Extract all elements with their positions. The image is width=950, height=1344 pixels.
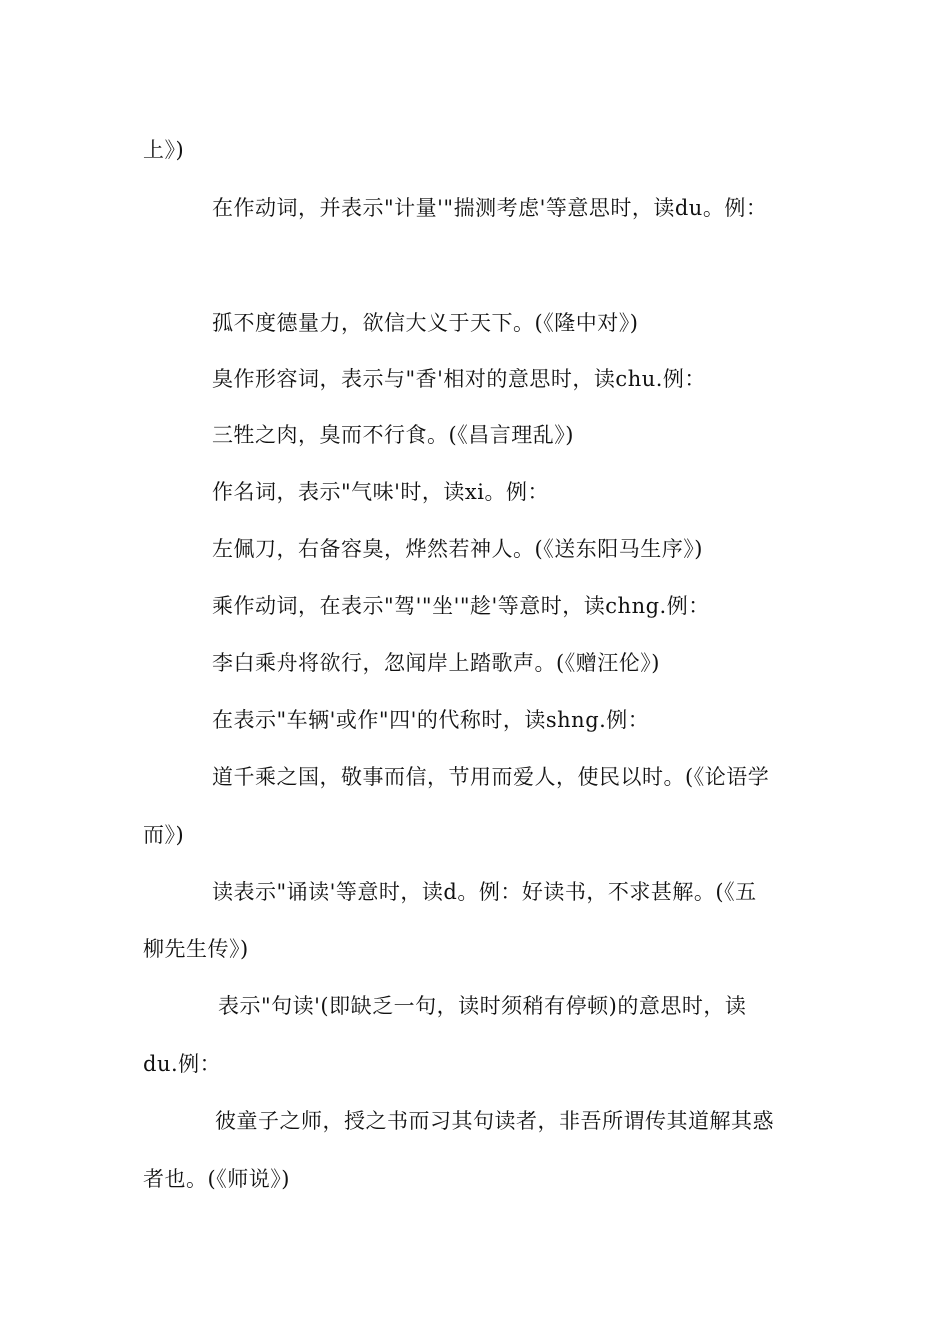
- text-line: 读表示"诵读'等意时，读d。例：好读书，不求甚解。(《五: [212, 880, 757, 904]
- text-line: 三牲之肉，臭而不行食。(《昌言理乱》): [212, 423, 574, 447]
- text-line: 表示"句读'(即缺乏一句，读时须稍有停顿)的意思时，读: [218, 994, 747, 1018]
- text-line: 彼童子之师，授之书而习其句读者，非吾所谓传其道解其惑: [215, 1109, 774, 1133]
- text-line: 柳先生传》): [143, 937, 249, 961]
- text-line: 作名词，表示"气味'时，读xi。例：: [212, 480, 549, 504]
- text-line: 道千乘之国，敬事而信，节用而爱人，使民以时。(《论语学: [212, 765, 770, 789]
- text-line: 者也。(《师说》): [143, 1167, 290, 1191]
- text-line: 孤不度德量力，欲信大义于天下。(《隆中对》): [212, 311, 639, 335]
- text-line: 而》): [143, 823, 185, 847]
- text-line: 左佩刀，右备容臭，烨然若神人。(《送东阳马生序》): [212, 537, 703, 561]
- text-line: 在作动词，并表示"计量'"揣测考虑'等意思时，读du。例：: [212, 196, 768, 220]
- text-line: du.例：: [143, 1052, 222, 1076]
- text-line: 乘作动词，在表示"驾'"坐'"趁'等意时，读chng.例：: [212, 594, 710, 618]
- text-line: 臭作形容词，表示与"香'相对的意思时，读chu.例：: [212, 367, 706, 391]
- text-line: 在表示"车辆'或作"四'的代称时，读shng.例：: [212, 708, 650, 732]
- text-line: 李白乘舟将欲行，忽闻岸上踏歌声。(《赠汪伦》): [212, 651, 660, 675]
- text-line: 上》): [143, 138, 185, 162]
